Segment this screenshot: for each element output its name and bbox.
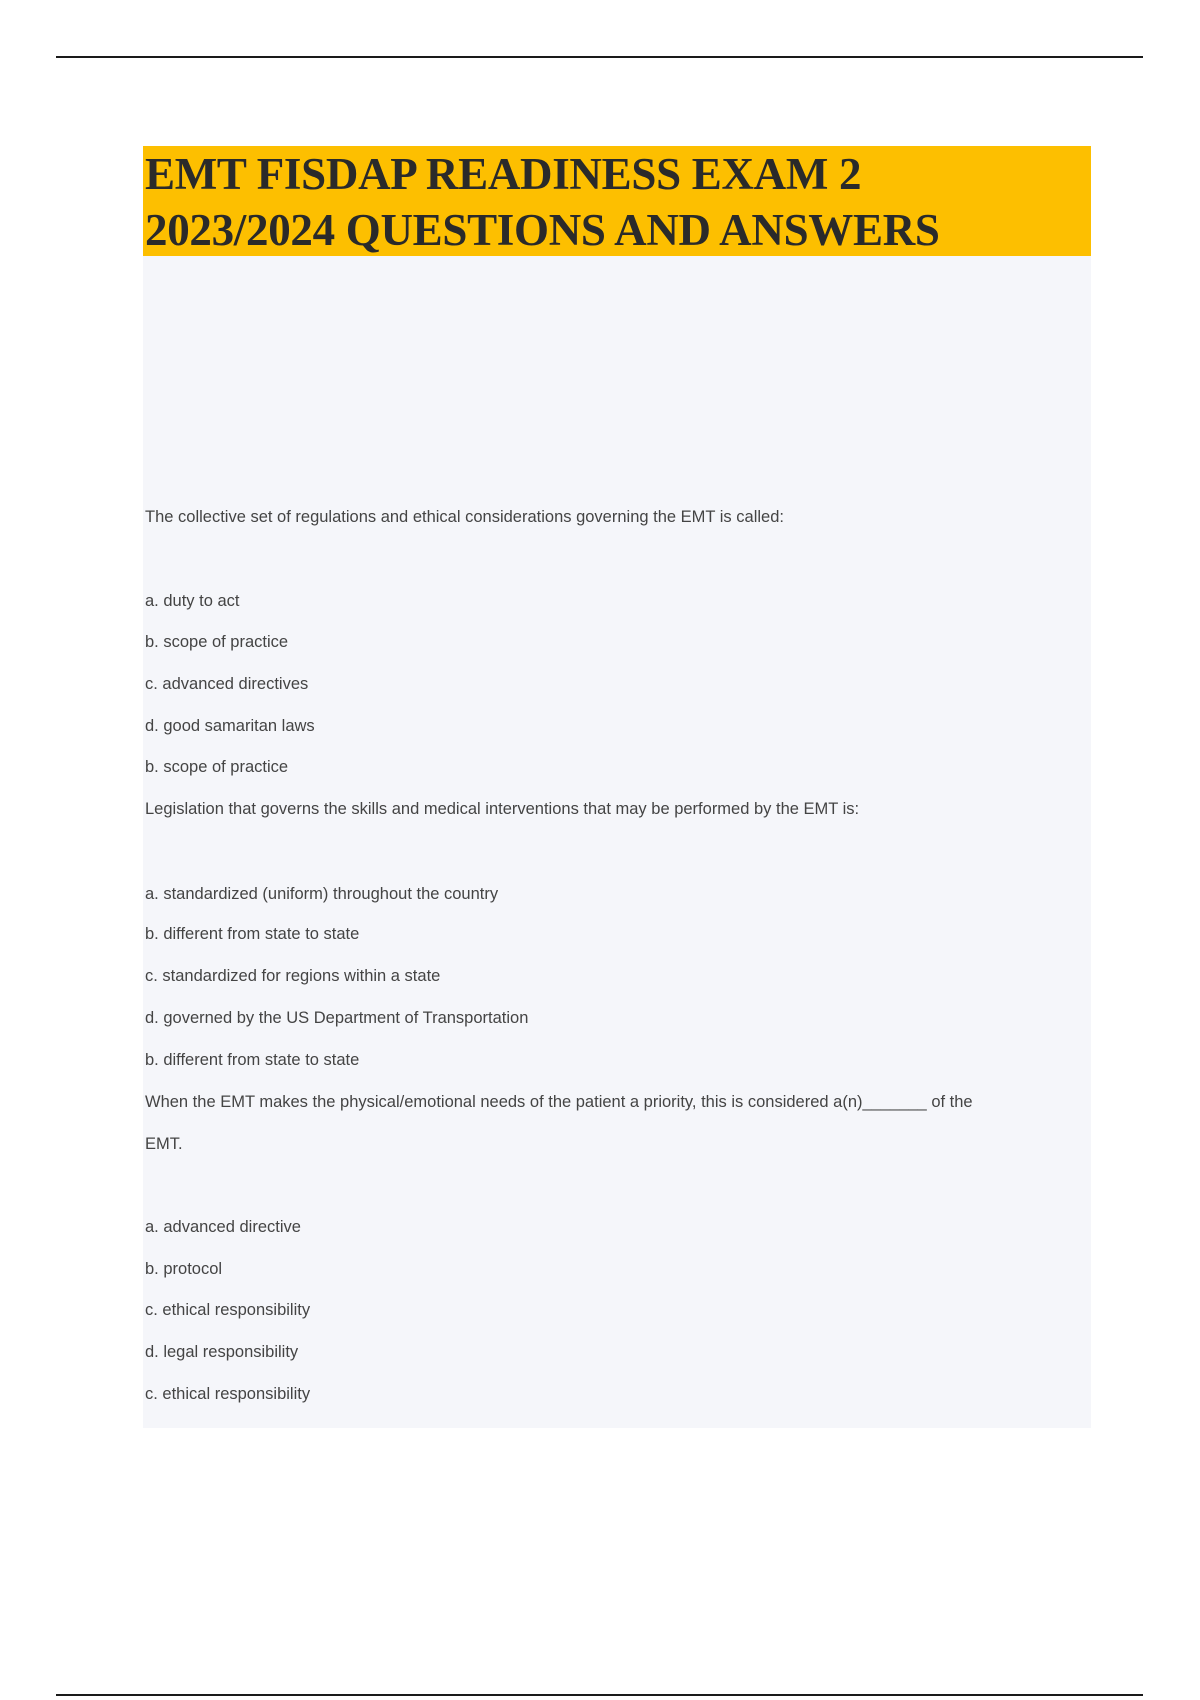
top-rule — [56, 56, 1143, 58]
question-1-option-b: b. scope of practice — [145, 633, 289, 651]
question-1-option-a: a. duty to act — [145, 592, 240, 610]
question-2-text: Legislation that governs the skills and medical interventions that may be performed by the EMT is: — [145, 800, 860, 818]
document-title — [143, 146, 1091, 258]
question-3-text-line-2: EMT. — [145, 1135, 183, 1153]
question-2-answer: b. different from state to state — [145, 1051, 360, 1069]
bottom-rule — [56, 1694, 1143, 1696]
question-3-option-a: a. advanced directive — [145, 1218, 301, 1236]
question-1-option-d: d. good samaritan laws — [145, 717, 315, 735]
question-1-text: The collective set of regulations and ethical considerations governing the EMT is called: — [145, 508, 784, 526]
question-3-option-d: d. legal responsibility — [145, 1343, 299, 1361]
question-1-option-c: c. advanced directives — [145, 675, 309, 693]
question-3-answer: c. ethical responsibility — [145, 1385, 311, 1403]
question-2-option-c: c. standardized for regions within a state — [145, 967, 441, 985]
question-2-option-b: b. different from state to state — [145, 925, 360, 943]
title-banner — [143, 146, 1091, 256]
question-3-text-line-1: When the EMT makes the physical/emotional needs of the patient a priority, this is considered a(n)_______ of the — [145, 1093, 973, 1111]
question-3-option-c: c. ethical responsibility — [145, 1301, 311, 1319]
question-3-option-b: b. protocol — [145, 1260, 223, 1278]
title-line-2: 2023/2024 QUESTIONS AND ANSWERS — [145, 205, 940, 255]
question-1-answer: b. scope of practice — [145, 758, 289, 776]
question-2-option-d: d. governed by the US Department of Transportation — [145, 1009, 529, 1027]
question-2-option-a: a. standardized (uniform) throughout the country — [145, 885, 499, 903]
title-line-1: EMT FISDAP READINESS EXAM 2 — [145, 149, 862, 199]
